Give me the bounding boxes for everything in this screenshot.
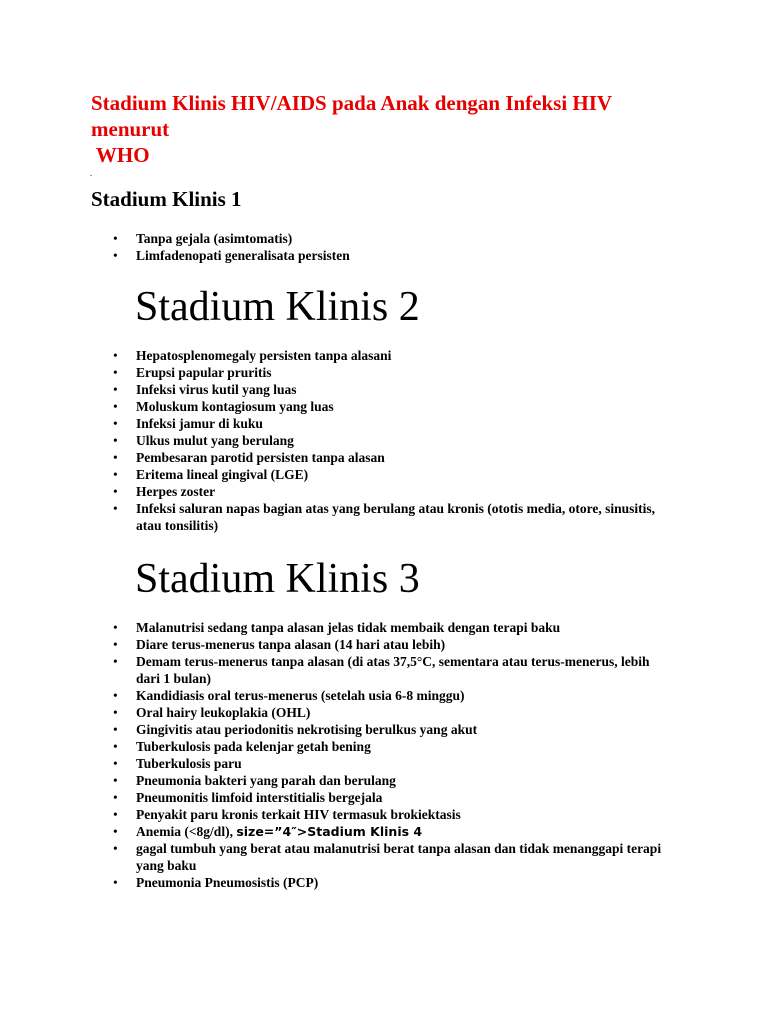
- list-item: • Herpes zoster: [113, 483, 673, 500]
- list-item: • Pneumonia Pneumosistis (PCP): [113, 874, 673, 891]
- anemia-text: Anemia (<8g/dl),: [136, 824, 237, 839]
- list-item: • Infeksi saluran napas bagian atas yang berulang atau kronis (ototis media, otore, sinusitis, atau tonsilitis): [113, 500, 673, 534]
- list-item: • Limfadenopati generalisata persisten: [113, 247, 673, 264]
- list-item: • Ulkus mulut yang berulang: [113, 432, 673, 449]
- stray-markup-text: size=”4″>Stadium Klinis 4: [236, 824, 423, 839]
- list-item: • Pneumonitis limfoid interstitialis bergejala: [113, 789, 673, 806]
- list-item: • Malanutrisi sedang tanpa alasan jelas tidak membaik dengan terapi baku: [113, 619, 673, 636]
- separator-dot: .: [90, 169, 92, 178]
- list-item-anemia: [113, 823, 673, 840]
- list-item: • Moluskum kontagiosum yang luas: [113, 398, 673, 415]
- list-item: • Hepatosplenomegaly persisten tanpa alasani: [113, 347, 673, 364]
- list-item: • Erupsi papular pruritis: [113, 364, 673, 381]
- stadium-3-list: [113, 619, 673, 891]
- list-item: • gagal tumbuh yang berat atau malanutrisi berat tanpa alasan dan tidak menanggapi terapi yang baku: [113, 840, 673, 874]
- section-heading-stadium-1: Stadium Klinis 1: [91, 187, 242, 211]
- stadium-1-list: [113, 230, 673, 264]
- title-line-1: Stadium Klinis HIV/AIDS pada Anak dengan Infeksi HIV: [91, 91, 613, 115]
- list-item: • Penyakit paru kronis terkait HIV termasuk brokiektasis: [113, 806, 673, 823]
- list-item: • Kandidiasis oral terus-menerus (setelah usia 6-8 minggu): [113, 687, 673, 704]
- list-item: • Demam terus-menerus tanpa alasan (di atas 37,5°C, sementara atau terus-menerus, lebih dari 1 bulan): [113, 653, 673, 687]
- document-title: [91, 90, 711, 168]
- list-item: • Diare terus-menerus tanpa alasan (14 hari atau lebih): [113, 636, 673, 653]
- list-item: • Oral hairy leukoplakia (OHL): [113, 704, 673, 721]
- list-item: • Infeksi jamur di kuku: [113, 415, 673, 432]
- title-line-2: menurut: [91, 117, 170, 141]
- list-item: • Tuberkulosis pada kelenjar getah bening: [113, 738, 673, 755]
- title-line-3: WHO: [91, 143, 150, 167]
- stadium-2-list: [113, 347, 673, 534]
- list-item: • Tanpa gejala (asimtomatis): [113, 230, 673, 247]
- list-item: • Pneumonia bakteri yang parah dan berulang: [113, 772, 673, 789]
- list-item: • Infeksi virus kutil yang luas: [113, 381, 673, 398]
- list-item: • Gingivitis atau periodonitis nekrotising berulkus yang akut: [113, 721, 673, 738]
- section-heading-stadium-3: Stadium Klinis 3: [135, 556, 420, 602]
- list-item: • Pembesaran parotid persisten tanpa alasan: [113, 449, 673, 466]
- list-item: • Eritema lineal gingival (LGE): [113, 466, 673, 483]
- section-heading-stadium-2: Stadium Klinis 2: [135, 284, 420, 330]
- list-item: • Tuberkulosis paru: [113, 755, 673, 772]
